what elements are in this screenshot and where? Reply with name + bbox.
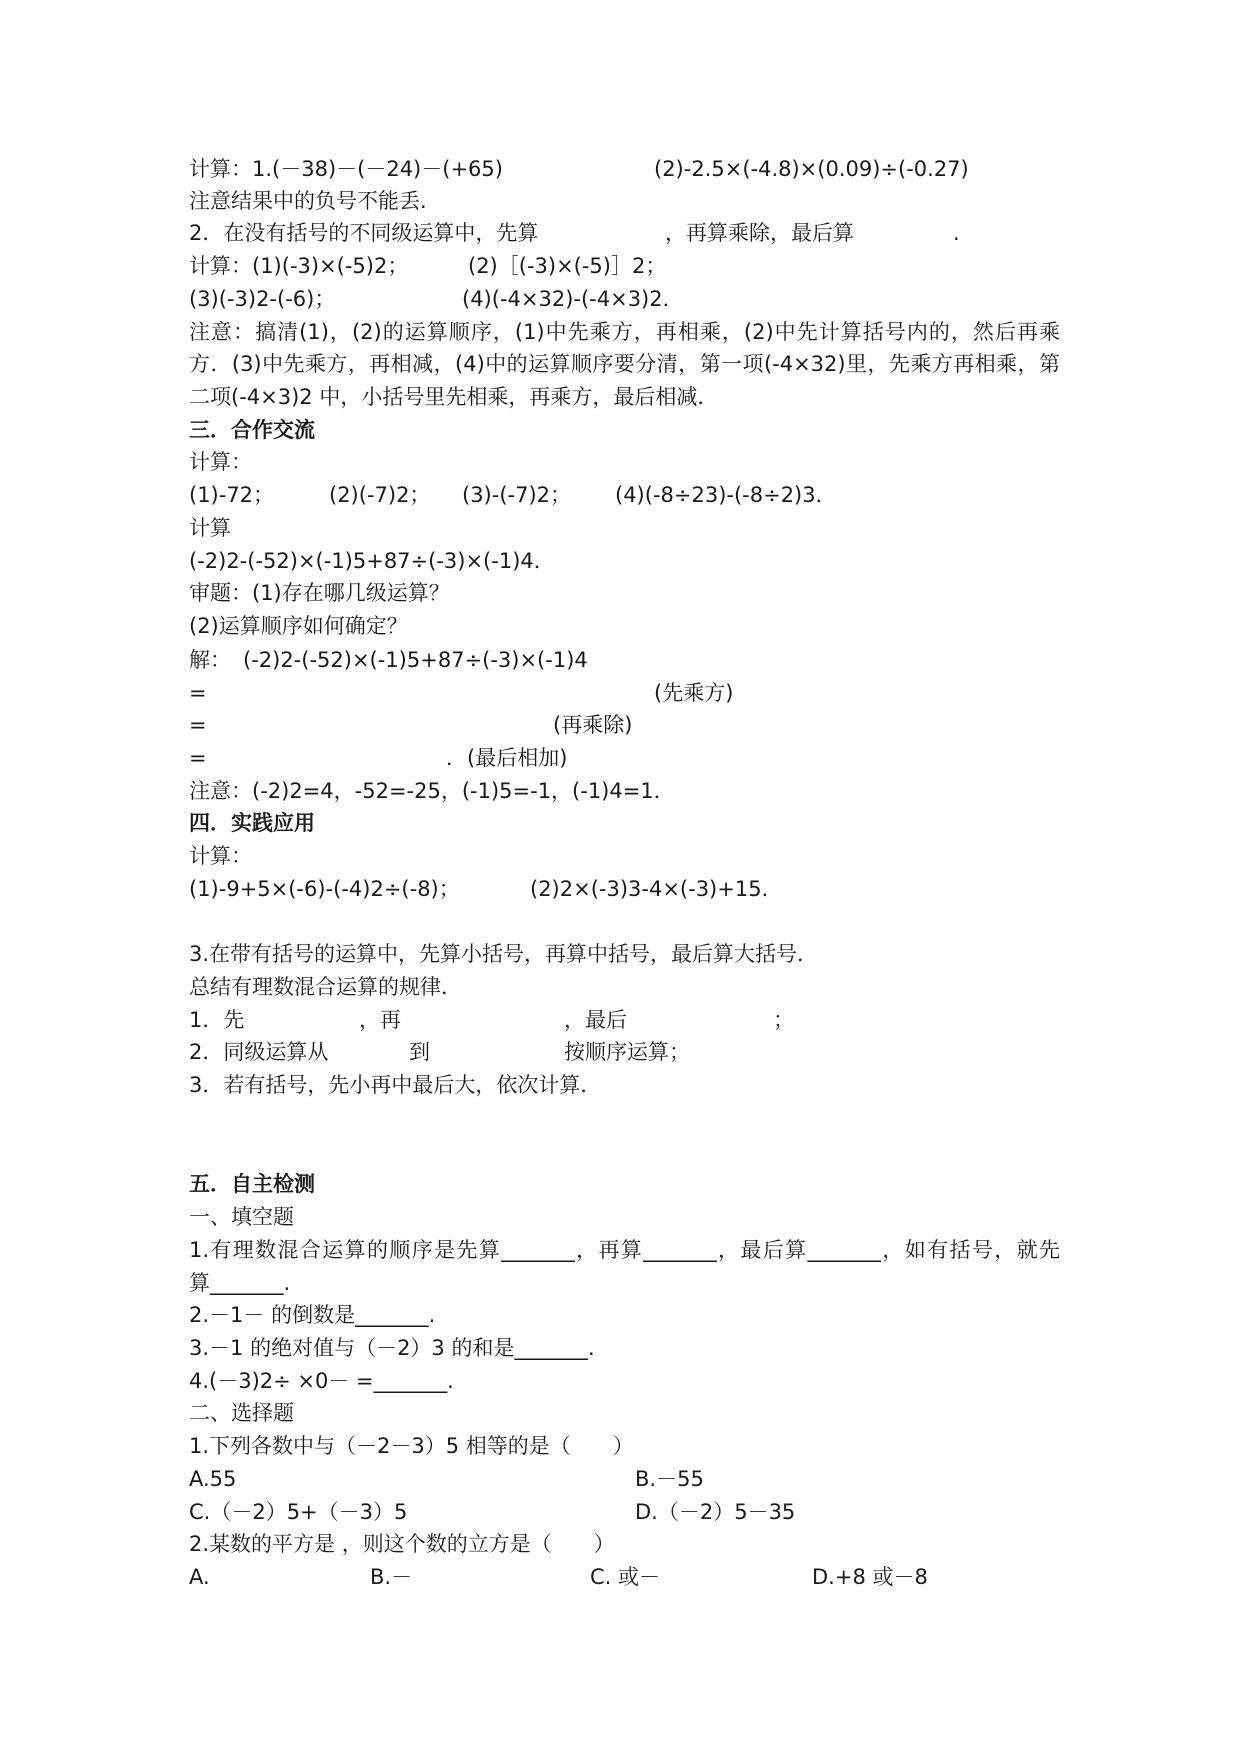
choice-question-1: 1.下列各数中与（－2－3）5 相等的是（ ） <box>189 1434 634 1458</box>
fill-question-1-line-2: 算_______. <box>189 1271 291 1295</box>
summary-title: 总结有理数混合运算的规律． <box>189 975 462 999</box>
choice-1-option-d: D.（－2）5－35 <box>635 1500 796 1524</box>
step-2-equals: = <box>189 713 207 737</box>
choice-1-option-a: A.55 <box>189 1467 237 1491</box>
summary-2-part-b: 到 <box>409 1040 430 1064</box>
step-3-note: ．(最后相加) <box>446 746 568 770</box>
note-order-line-3: 二项(-4×3)2 中，小括号里先相乘，再乘方，最后相减． <box>189 385 719 409</box>
fill-question-4: 4.(－3)2÷ ×0－ =_______. <box>189 1369 454 1393</box>
rule-2-part-a: 2．在没有括号的不同级运算中，先算 <box>189 221 539 245</box>
choice-2-option-c: C. 或－ <box>590 1565 661 1589</box>
calc-2-item-4: (4)(-4×32)-(-4×3)2． <box>462 287 684 311</box>
summary-1-part-c: ，最后 <box>564 1008 627 1032</box>
review-question-1: 审题：(1)存在哪几级运算？ <box>189 581 450 605</box>
summary-2-part-a: 2．同级运算从 <box>189 1040 329 1064</box>
rule-2-part-c: . <box>953 221 960 245</box>
example-expression: (-2)2-(-52)×(-1)5+87÷(-3)×(-1)4． <box>189 549 555 573</box>
choice-2-option-b: B.－ <box>370 1565 413 1589</box>
practice-item-2: (2)2×(-3)3-4×(-3)+15． <box>530 877 783 901</box>
calc-2-item-1: 计算：(1)(-3)×(-5)2； <box>189 254 409 278</box>
rule-3: 3.在带有括号的运算中，先算小括号，再算中括号，最后算大括号． <box>189 942 819 966</box>
calc-2-item-3: (3)(-3)2-(-6)； <box>189 287 336 311</box>
choice-1-option-b: B.－55 <box>635 1467 704 1491</box>
choice-2-option-a: A. <box>189 1565 210 1589</box>
choice-question-2: 2.某数的平方是 ，则这个数的立方是（ ） <box>189 1532 615 1556</box>
summary-1-part-d: ； <box>773 1008 794 1032</box>
calc-label-2: 计算 <box>189 516 231 540</box>
note-order-line-2: 方．(3)中先乘方，再相减，(4)中的运算顺序要分清，第一项(-4×32)里，先乘方再相乘，第 <box>189 352 1060 376</box>
calc-1-left: 计算：1.(－38)－(－24)－(+65) <box>189 157 503 181</box>
summary-3: 3．若有括号，先小再中最后大，依次计算． <box>189 1073 602 1097</box>
rule-2-part-b: ，再算乘除，最后算 <box>665 221 854 245</box>
choice-1-option-c: C.（－2）5+（－3）5 <box>189 1500 408 1524</box>
step-1-note: (先乘方) <box>654 681 734 705</box>
step-1-equals: = <box>189 681 207 705</box>
fill-question-2: 2.－1－ 的倒数是_______. <box>189 1303 436 1327</box>
practice-calc-label: 计算： <box>189 844 252 868</box>
summary-1-part-a: 1．先 <box>189 1008 245 1032</box>
fill-question-3: 3.－1 的绝对值与（－2）3 的和是_______. <box>189 1336 595 1360</box>
section-5-heading: 五．自主检测 <box>189 1172 315 1196</box>
review-question-2: (2)运算顺序如何确定？ <box>189 614 408 638</box>
exercise-item-4: (4)(-8÷23)-(-8÷2)3． <box>615 483 837 507</box>
solution-expression: (-2)2-(-52)×(-1)5+87÷(-3)×(-1)4 <box>243 648 588 672</box>
practice-item-1: (1)-9+5×(-6)-(-4)2÷(-8)； <box>189 877 460 901</box>
calc-2-item-2: (2)［(-3)×(-5)］2； <box>468 254 667 278</box>
exercise-item-1: (1)-72； <box>189 483 275 507</box>
exercise-item-3: (3)-(-7)2； <box>462 483 572 507</box>
exercise-item-2: (2)(-7)2； <box>329 483 431 507</box>
summary-1-part-b: ，再 <box>359 1008 401 1032</box>
summary-2-part-c: 按顺序运算； <box>564 1040 690 1064</box>
step-2-note: (再乘除) <box>553 713 633 737</box>
choice-2-option-d: D.+8 或－8 <box>812 1565 928 1589</box>
calc-label: 计算： <box>189 450 252 474</box>
choice-heading: 二、选择题 <box>189 1401 294 1425</box>
fill-blank-heading: 一、填空题 <box>189 1205 294 1229</box>
note-negative-sign: 注意结果中的负号不能丢. <box>189 189 427 213</box>
section-4-heading: 四．实践应用 <box>189 811 315 835</box>
step-3-equals: = <box>189 746 207 770</box>
solution-label: 解： <box>189 648 231 672</box>
note-order-line-1: 注意：搞清(1)，(2)的运算顺序，(1)中先乘方，再相乘，(2)中先计算括号内的，然后再乘 <box>189 320 1060 344</box>
calc-1-right: (2)-2.5×(-4.8)×(0.09)÷(-0.27) <box>654 157 969 181</box>
powers-note: 注意：(-2)2=4，-52=-25，(-1)5=-1，(-1)4=1． <box>189 779 675 803</box>
section-3-heading: 三．合作交流 <box>189 418 315 442</box>
fill-question-1-line-1: 1.有理数混合运算的顺序是先算_______，再算_______，最后算_______，如有括号，就先 <box>189 1238 1060 1262</box>
